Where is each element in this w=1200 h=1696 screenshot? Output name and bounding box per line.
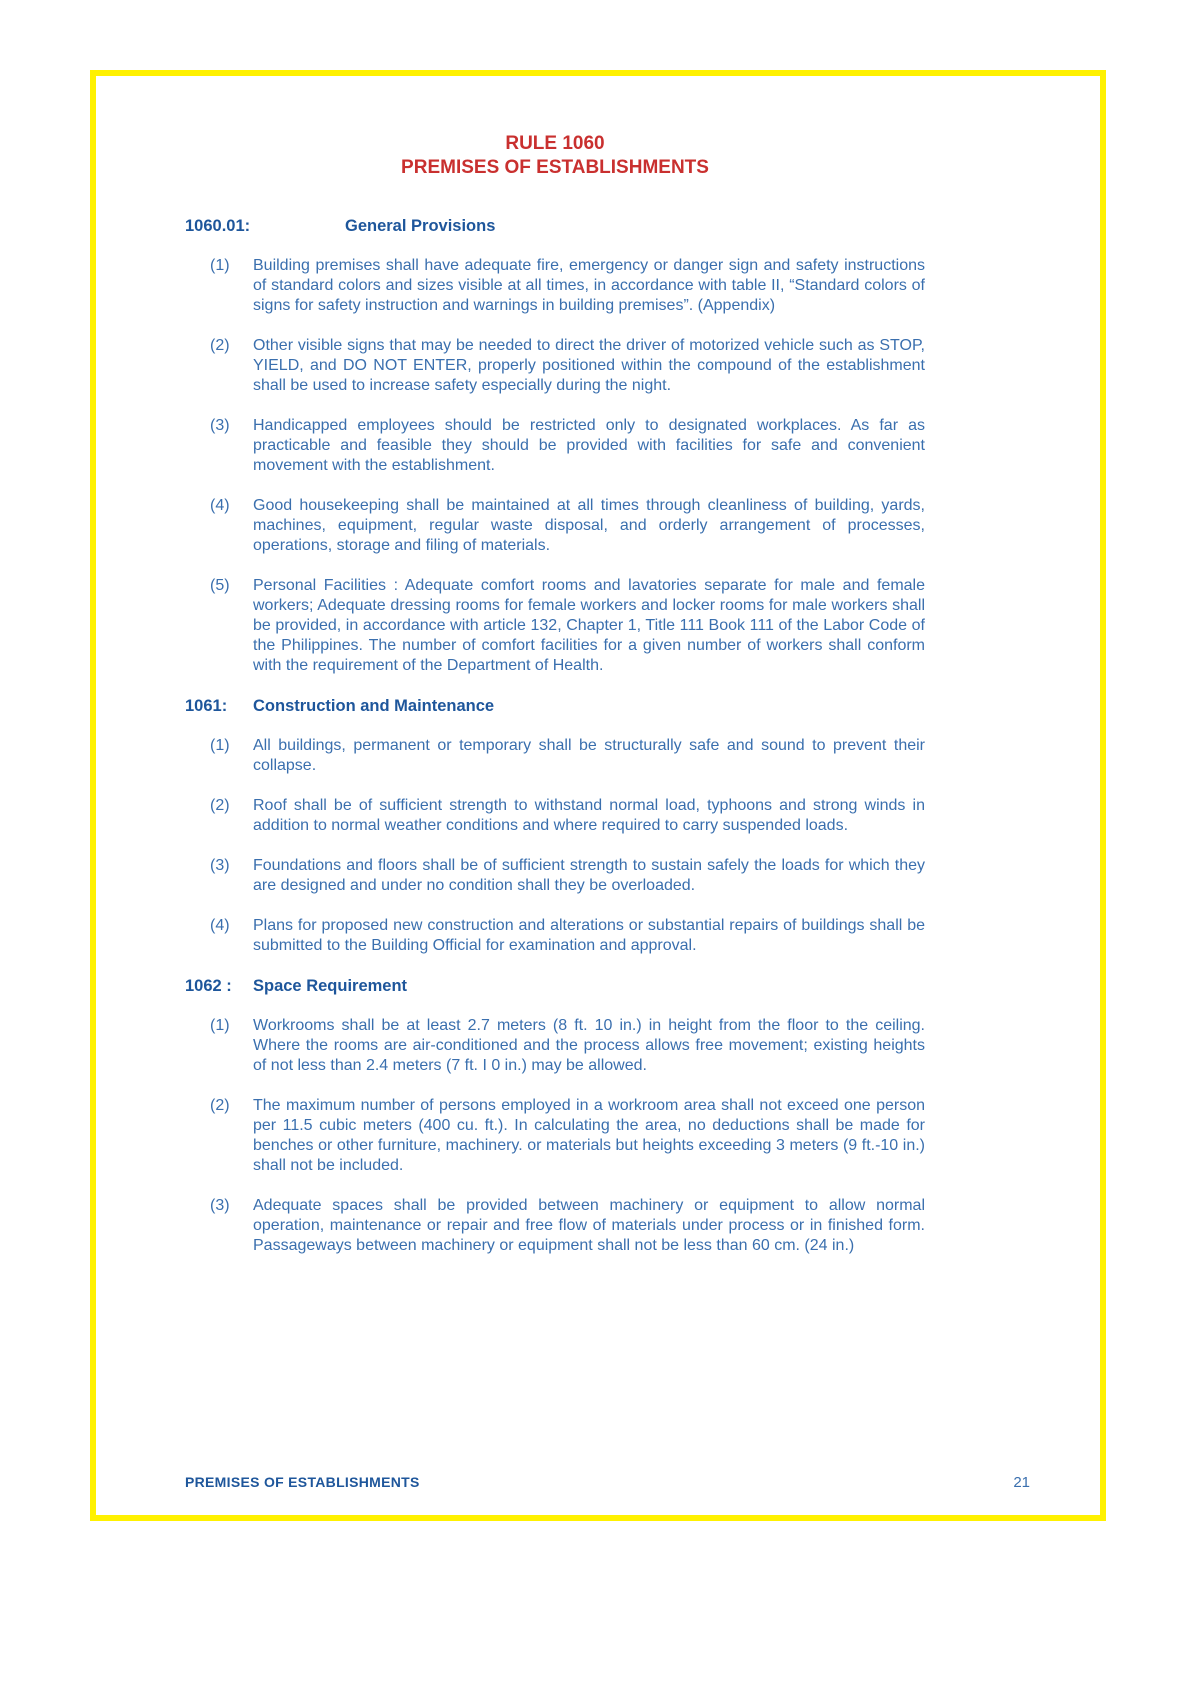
page-content	[185, 132, 925, 1256]
list-item	[185, 336, 925, 396]
page-footer	[185, 1474, 1030, 1491]
item-text: Building premises shall have adequate fire, emergency or danger sign and safety instructions of standard colors and sizes visible at all times, in accordance with table II, “Standard colors of signs for safety instruction and warnings in building premises”. (Appendix)	[253, 257, 925, 314]
list-item	[185, 916, 925, 956]
document-title-line2: PREMISES OF ESTABLISHMENTS	[401, 157, 709, 178]
item-text: The maximum number of persons employed in a workroom area shall not exceed one person per 11.5 cubic meters (400 cu. ft.). In calculating the area, no deductions shall be made for benches or other furniture, machinery. or materials but heights exceeding 3 meters (9 ft.-10 in.) shall not be included.	[253, 1097, 925, 1174]
section-title: General Provisions	[345, 217, 496, 235]
list-item	[185, 736, 925, 776]
page-border-frame	[90, 70, 1106, 1521]
item-number: (3)	[210, 1197, 230, 1214]
item-text: Workrooms shall be at least 2.7 meters (8 ft. 10 in.) in height from the floor to the ceiling. Where the rooms are air-conditioned and the process allows free movement; existing heights of not less than 2.4 meters (7 ft. I 0 in.) may be allowed.	[253, 1017, 925, 1074]
list-item	[185, 856, 925, 896]
item-number: (4)	[210, 497, 230, 514]
item-text: Adequate spaces shall be provided between machinery or equipment to allow normal operation, maintenance or repair and free flow of materials under process or in finished form. Passageways between machinery or equipment shall not be less than 60 cm. (24 in.)	[253, 1197, 925, 1254]
page-number: 21	[1013, 1474, 1030, 1491]
item-number: (4)	[210, 917, 230, 934]
item-number: (2)	[210, 337, 230, 354]
list-item	[185, 256, 925, 316]
section-heading-1060-01	[185, 216, 925, 236]
item-text: Roof shall be of sufficient strength to withstand normal load, typhoons and strong winds in addition to normal weather conditions and where required to carry suspended loads.	[253, 797, 925, 834]
section-number: 1062 :	[185, 977, 232, 995]
item-number: (5)	[210, 577, 230, 594]
item-number: (1)	[210, 737, 230, 754]
list-item	[185, 496, 925, 556]
section-number: 1061:	[185, 697, 228, 715]
item-number: (1)	[210, 1017, 230, 1034]
item-number: (3)	[210, 857, 230, 874]
document-title	[185, 132, 925, 180]
item-number: (2)	[210, 1097, 230, 1114]
item-text: Good housekeeping shall be maintained at all times through cleanliness of building, yards, machines, equipment, regular waste disposal, and orderly arrangement of processes, operations, storage and filing of materials.	[253, 497, 925, 554]
footer-document-title: PREMISES OF ESTABLISHMENTS	[185, 1474, 420, 1490]
section-title: Construction and Maintenance	[253, 697, 495, 715]
document-title-line1: RULE 1060	[505, 133, 605, 154]
item-text: Personal Facilities : Adequate comfort rooms and lavatories separate for male and female workers; Adequate dressing rooms for female workers and locker rooms for male workers shall be provided, in accordance with article 132, Chapter 1, Title 111 Book 111 of the Labor Code of the Philippines. The number of comfort facilities for a given number of workers shall conform with the requirement of the Department of Health.	[253, 577, 925, 674]
item-text: All buildings, permanent or temporary shall be structurally safe and sound to prevent their collapse.	[253, 737, 925, 774]
item-text: Other visible signs that may be needed to direct the driver of motorized vehicle such as STOP, YIELD, and DO NOT ENTER, properly positioned within the compound of the establishment shall be used to increase safety especially during the night.	[253, 337, 925, 394]
section-heading-1062	[185, 976, 925, 996]
item-number: (1)	[210, 257, 230, 274]
list-item	[185, 576, 925, 676]
list-item	[185, 1096, 925, 1176]
section-title: Space Requirement	[253, 977, 408, 995]
item-text: Handicapped employees should be restricted only to designated workplaces. As far as practicable and feasible they should be provided with facilities for safe and convenient movement with the establishment.	[253, 417, 925, 474]
item-text: Foundations and floors shall be of sufficient strength to sustain safely the loads for which they are designed and under no condition shall they be overloaded.	[253, 857, 925, 894]
list-item	[185, 416, 925, 476]
item-number: (2)	[210, 797, 230, 814]
section-heading-1061	[185, 696, 925, 716]
section-number: 1060.01:	[185, 217, 251, 235]
list-item	[185, 1196, 925, 1256]
list-item	[185, 1016, 925, 1076]
list-item	[185, 796, 925, 836]
item-number: (3)	[210, 417, 230, 434]
item-text: Plans for proposed new construction and alterations or substantial repairs of buildings shall be submitted to the Building Official for examination and approval.	[253, 917, 925, 954]
